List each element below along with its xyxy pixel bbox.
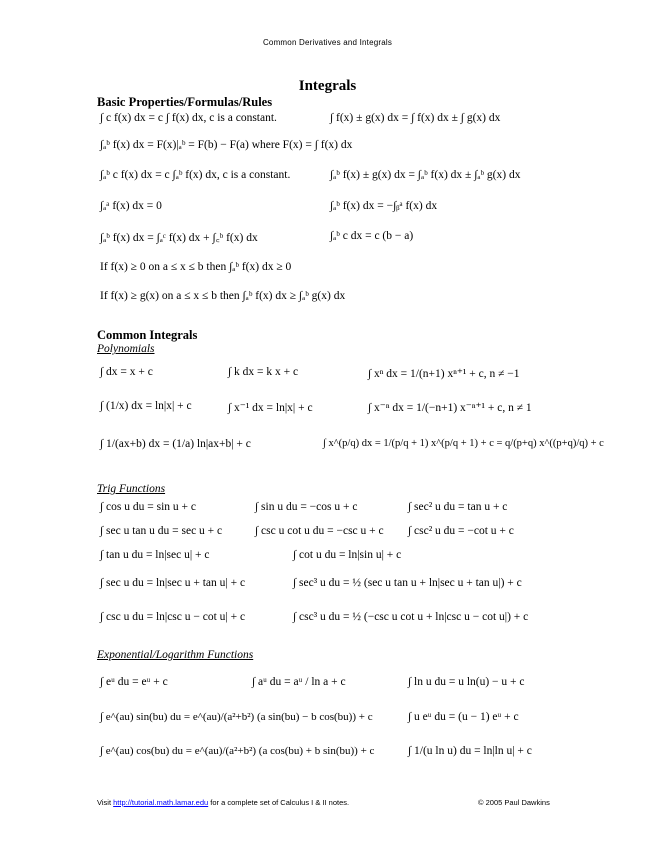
formula: ∫ c f(x) dx = c ∫ f(x) dx, c is a constant.: [100, 112, 277, 124]
formula: ∫ csc u cot u du = −csc u + c: [255, 525, 384, 537]
formula: ∫ sec² u du = tan u + c: [408, 501, 508, 513]
formula: ∫ₐᵇ f(x) ± g(x) dx = ∫ₐᵇ f(x) dx ± ∫ₐᵇ g(x) dx: [330, 169, 521, 181]
formula: ∫ₐᵇ f(x) dx = F(x)|ₐᵇ = F(b) − F(a) where F(x) = ∫ f(x) dx: [100, 139, 353, 151]
formula: ∫ csc³ u du = ½ (−csc u cot u + ln|csc u − cot u|) + c: [293, 611, 529, 623]
formula: ∫ (1/x) dx = ln|x| + c: [100, 400, 192, 412]
formula: ∫ xⁿ dx = 1/(n+1) xⁿ⁺¹ + c, n ≠ −1: [368, 368, 520, 380]
formula: ∫ₐᵇ f(x) dx = −∫ᵦᵃ f(x) dx: [330, 200, 438, 212]
formula: ∫ₐᵇ c dx = c (b − a): [330, 230, 414, 242]
copyright: © 2005 Paul Dawkins: [478, 798, 550, 807]
formula: ∫ₐᵇ c f(x) dx = c ∫ₐᵇ f(x) dx, c is a constant.: [100, 169, 291, 181]
formula: ∫ dx = x + c: [100, 366, 153, 378]
formula: ∫ eᵘ du = eᵘ + c: [100, 676, 168, 688]
formula: ∫ cos u du = sin u + c: [100, 501, 196, 513]
subsection-trig: Trig Functions: [97, 483, 166, 495]
formula: ∫ k dx = k x + c: [228, 366, 299, 378]
formula: ∫ sec³ u du = ½ (sec u tan u + ln|sec u + tan u|) + c: [293, 577, 522, 589]
formula: ∫ u eᵘ du = (u − 1) eᵘ + c: [408, 711, 519, 723]
subsection-explog: Exponential/Logarithm Functions: [97, 649, 254, 661]
formula: ∫ sin u du = −cos u + c: [255, 501, 358, 513]
formula: ∫ e^(au) cos(bu) du = e^(au)/(a²+b²) (a cos(bu) + b sin(bu)) + c: [100, 745, 375, 757]
formula: If f(x) ≥ 0 on a ≤ x ≤ b then ∫ₐᵇ f(x) dx ≥ 0: [100, 261, 292, 273]
formula: ∫ aᵘ du = aᵘ / ln a + c: [252, 676, 346, 688]
formula: ∫ e^(au) sin(bu) du = e^(au)/(a²+b²) (a sin(bu) − b cos(bu)) + c: [100, 711, 373, 723]
formula: ∫ ln u du = u ln(u) − u + c: [408, 676, 525, 688]
formula: ∫ₐᵃ f(x) dx = 0: [100, 200, 162, 212]
formula: ∫ x⁻ⁿ dx = 1/(−n+1) x⁻ⁿ⁺¹ + c, n ≠ 1: [368, 402, 532, 414]
formula: ∫ cot u du = ln|sin u| + c: [293, 549, 402, 561]
formula: ∫ 1/(ax+b) dx = (1/a) ln|ax+b| + c: [100, 438, 251, 450]
footer-note: [97, 798, 349, 807]
page-header: Common Derivatives and Integrals: [262, 38, 393, 47]
formula: ∫ sec u tan u du = sec u + c: [100, 525, 223, 537]
formula: ∫ 1/(u ln u) du = ln|ln u| + c: [408, 745, 532, 757]
formula: ∫ tan u du = ln|sec u| + c: [100, 549, 210, 561]
formula: ∫ csc u du = ln|csc u − cot u| + c: [100, 611, 246, 623]
tutorial-link[interactable]: http://tutorial.math.lamar.edu: [113, 798, 209, 807]
footer-suffix: for a complete set of Calculus I & II notes.: [208, 798, 350, 807]
section-basic-properties: Basic Properties/Formulas/Rules: [97, 95, 273, 109]
formula: ∫ sec u du = ln|sec u + tan u| + c: [100, 577, 246, 589]
formula: ∫ f(x) ± g(x) dx = ∫ f(x) dx ± ∫ g(x) dx: [330, 112, 501, 124]
formula: ∫ₐᵇ f(x) dx = ∫ₐᶜ f(x) dx + ∫꜀ᵇ f(x) dx: [100, 232, 258, 244]
formula: ∫ x^(p/q) dx = 1/(p/q + 1) x^(p/q + 1) + c = q/(p+q) x^((p+q)/q) + c: [323, 438, 604, 449]
footer-prefix: Visit: [97, 798, 114, 807]
formula: ∫ csc² u du = −cot u + c: [408, 525, 514, 537]
section-common-integrals: Common Integrals: [97, 328, 198, 342]
subsection-polynomials: Polynomials: [97, 343, 155, 355]
formula: ∫ x⁻¹ dx = ln|x| + c: [228, 402, 313, 414]
page-title: Integrals: [298, 78, 357, 94]
formula: If f(x) ≥ g(x) on a ≤ x ≤ b then ∫ₐᵇ f(x) dx ≥ ∫ₐᵇ g(x) dx: [100, 290, 346, 302]
